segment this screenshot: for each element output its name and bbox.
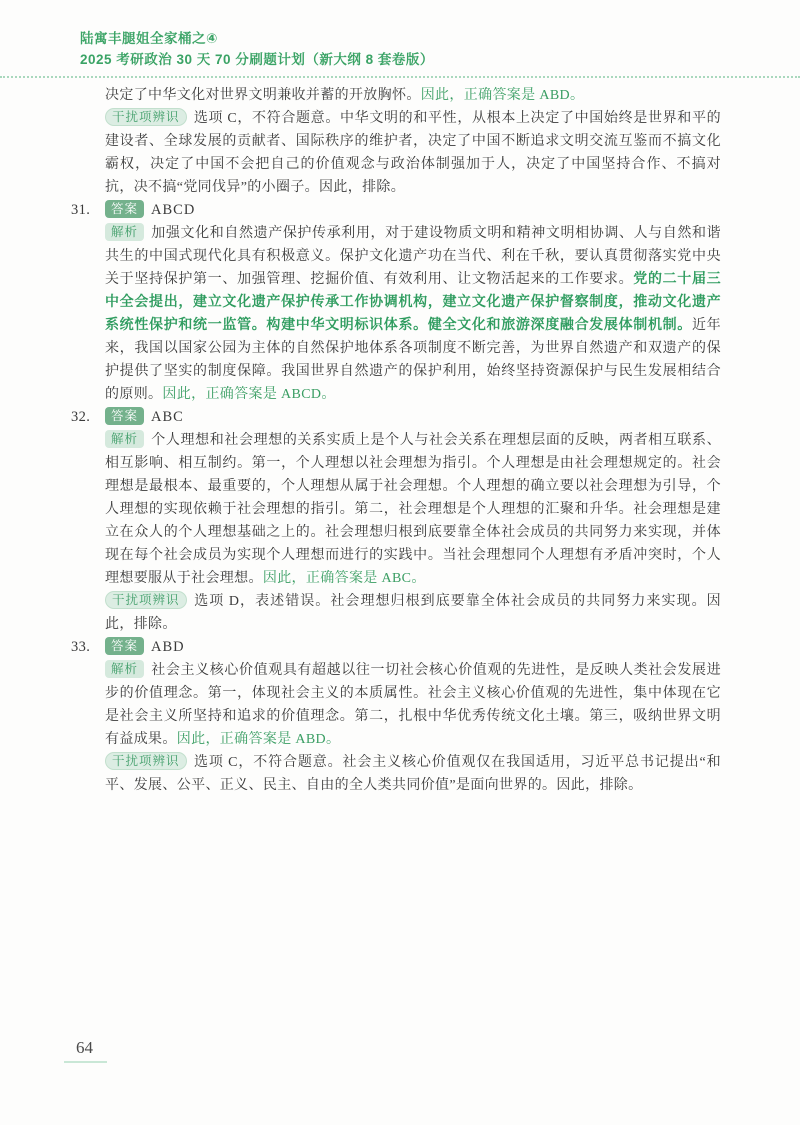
answer-badge: 答案 — [105, 637, 144, 655]
distractor-paragraph — [105, 751, 721, 797]
intro-conclusion-text: 因此，正确答案是 ABD。 — [420, 88, 585, 103]
answers-content — [71, 84, 722, 797]
analysis-conclusion-text: 因此，正确答案是 ABCD。 — [162, 387, 336, 402]
analysis-badge: 解析 — [105, 223, 144, 241]
answer-letters: ABD — [151, 639, 185, 655]
analysis-paragraph — [105, 222, 721, 406]
analysis-text: 加强文化和自然遗产保护传承利用，对于建设物质文明和精神文明相协调、人与自然和谐共生的中国式现代化具有积极意义。保护文化遗产功在当代、利在千秋，要认真贯彻落实党中央关于坚持保护第一、加强管理、挖掘价值、有效利用、让文物活起来的工作要求。 — [105, 226, 721, 287]
intro-distractor-paragraph — [105, 107, 721, 199]
header-dotted-divider — [0, 76, 800, 78]
analysis-highlight-text: 党的二十届三中全会提出，建立文化遗产保护传承工作协调机构，建立文化遗产保护督察制度，推动文化遗产系统性保护和统一监管。构建中华文明标识体系。健全文化和旅游深度融合发展体制机制。 — [105, 272, 721, 333]
answer-letters: ABC — [151, 409, 184, 425]
intro-paragraph — [105, 84, 721, 107]
answer-letters: ABCD — [151, 202, 196, 218]
page-header — [80, 28, 434, 70]
answer-badge: 答案 — [105, 407, 144, 425]
item-number: 33. — [71, 639, 91, 655]
item-number: 32. — [71, 409, 91, 425]
header-plan-title: 2025 考研政治 30 天 70 分刷题计划（新大纲 8 套卷版） — [80, 52, 434, 67]
analysis-conclusion-text: 因此，正确答案是 ABD。 — [176, 732, 341, 747]
analysis-badge: 解析 — [105, 430, 144, 448]
analysis-text: 社会主义核心价值观具有超越以往一切社会核心价值观的先进性，是反映人类社会发展进步的价值理念。第一，体现社会主义的本质属性。社会主义核心价值观的先进性，集中体现在它是社会主义所坚持和追求的价值理念。第二，扎根中华优秀传统文化土壤。第三，吸纳世界文明有益成果。 — [105, 663, 721, 747]
distractor-badge: 干扰项辨识 — [105, 752, 187, 770]
analysis-paragraph — [105, 429, 721, 590]
intro-lead-text: 决定了中华文化对世界文明兼收并蓄的开放胸怀。 — [105, 88, 421, 103]
analysis-text: 个人理想和社会理想的关系实质上是个人与社会关系在理想层面的反映，两者相互联系、相互影响、相互制约。第一，个人理想以社会理想为指引。个人理想是由社会理想规定的。社会理想是最根本、最重要的，个人理想从属于社会理想。个人理想的确立要以社会理想为引导，个人理想的实现依赖于社会理想的指引。第二，社会理想是个人理想的汇聚和升华。社会理想是建立在众人的个人理想基础之上的。社会理想归根到底要靠全体社会成员的共同努力来实现，并体现在每个社会成员为实现个人理想而进行的实践中。当社会理想同个人理想有矛盾冲突时，个人理想要服从于社会理想。 — [105, 433, 721, 586]
distractor-text: 选项 C，不符合题意。社会主义核心价值观仅在我国适用，习近平总书记提出“和平、发展、公平、正义、民主、自由的全人类共同价值”是面向世界的。因此，排除。 — [105, 755, 721, 793]
distractor-text: 选项 D，表述错误。社会理想归根到底要靠全体社会成员的共同努力来实现。因此，排除。 — [105, 594, 721, 632]
analysis-text: 近年来，我国以国家公园为主体的自然保护地体系各项制度不断完善，为世界自然遗产和双遗产的保护提供了坚实的制度保障。我国世界自然遗产的保护利用，始终坚持资源保护与民生发展相结合的原则。 — [105, 318, 722, 402]
analysis-conclusion-text: 因此，正确答案是 ABC。 — [262, 571, 426, 586]
answer-item-31 — [71, 199, 722, 406]
answer-line — [105, 406, 721, 429]
distractor-paragraph — [105, 590, 721, 636]
answer-item-33 — [71, 636, 721, 797]
page-number-underline — [64, 1038, 107, 1063]
header-series-title: 陆寓丰腿姐全家桶之④ — [80, 31, 218, 46]
answer-badge: 答案 — [105, 200, 144, 218]
item-number: 31. — [71, 202, 91, 218]
answer-item-32 — [71, 406, 721, 636]
answer-line — [105, 199, 721, 222]
analysis-paragraph — [105, 659, 721, 751]
distractor-badge: 干扰项辨识 — [105, 591, 187, 609]
analysis-badge: 解析 — [105, 660, 144, 678]
intro-distractor-text: 选项 C，不符合题意。中华文明的和平性，从根本上决定了中国始终是世界和平的建设者、全球发展的贡献者、国际秩序的维护者，决定了中国不断追求文明交流互鉴而不搞文化霸权，决定了中国不会把自己的价值观念与政治体制强加于人，决定了中国坚持合作、不搞对抗，决不搞“党同伐异”的小圈子。因此，排除。 — [105, 111, 721, 195]
page-number: 64 — [76, 1038, 93, 1057]
distractor-badge: 干扰项辨识 — [105, 108, 187, 126]
answer-line — [105, 636, 721, 659]
